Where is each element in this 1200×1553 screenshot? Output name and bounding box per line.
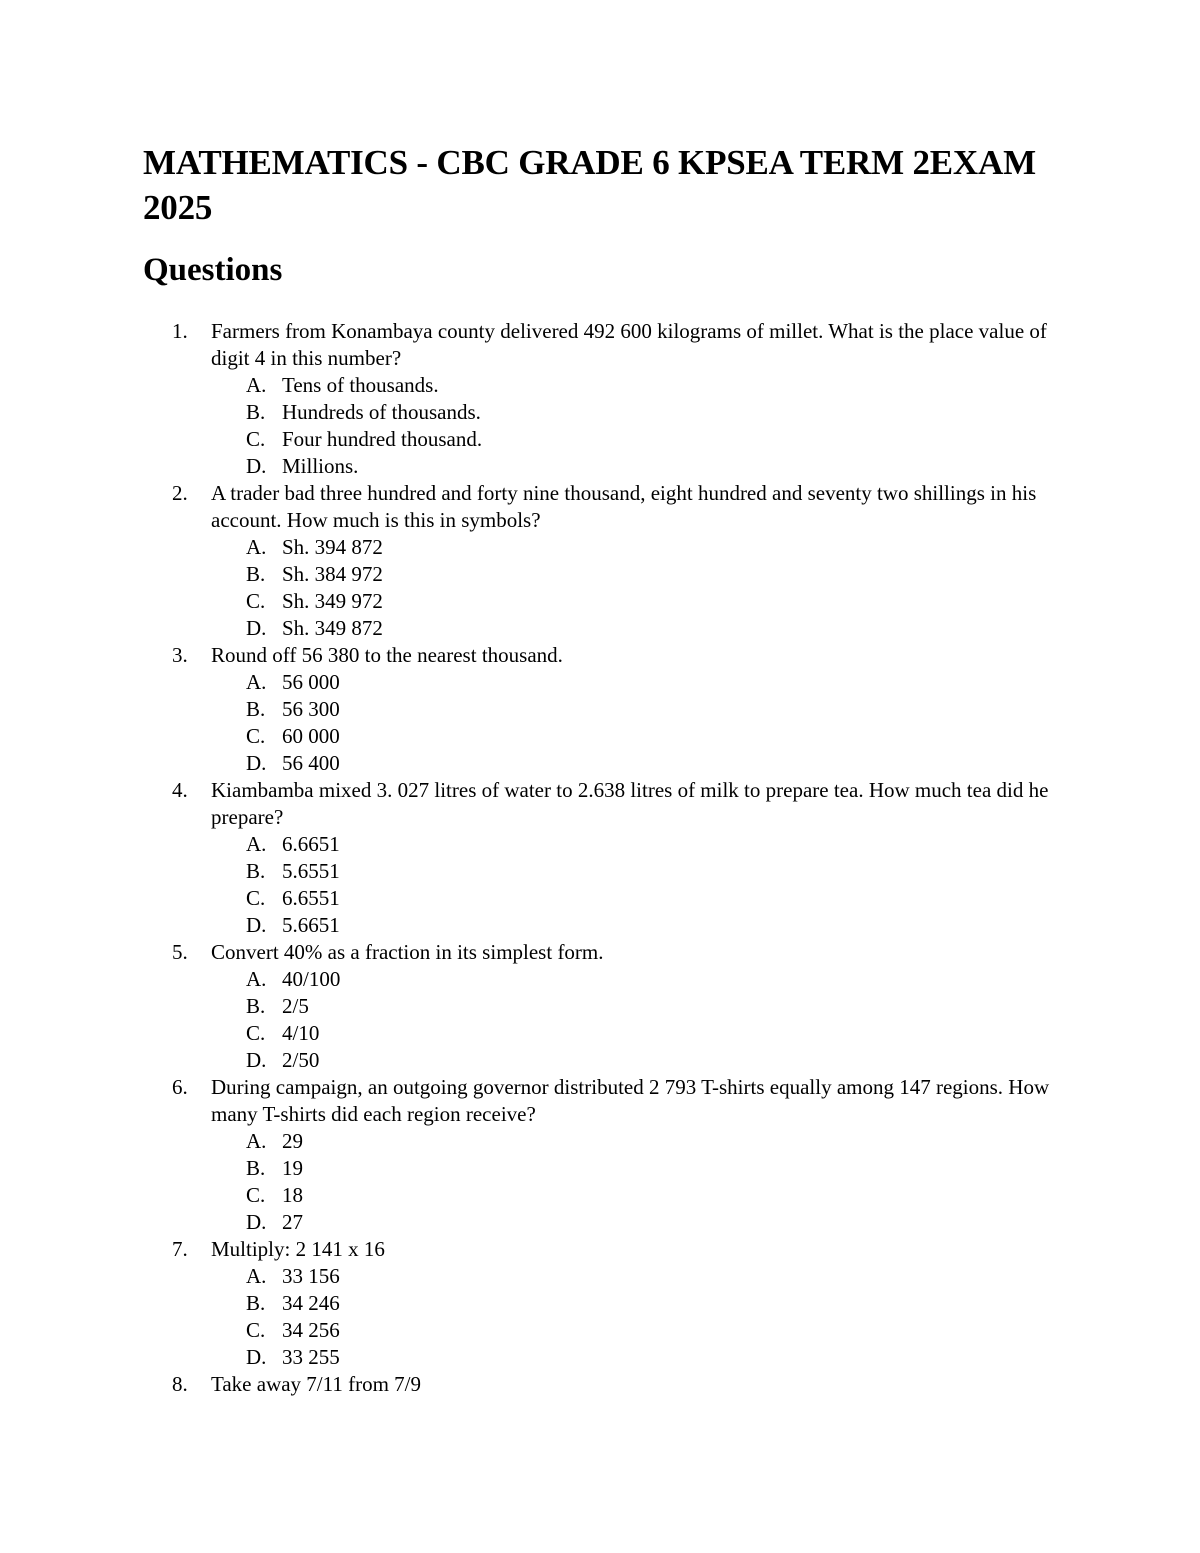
question-number: 7. bbox=[172, 1237, 188, 1261]
question-number: 8. bbox=[172, 1372, 188, 1396]
option-letter: A. bbox=[246, 373, 267, 397]
option-text: 5.6651 bbox=[282, 913, 340, 937]
question-text: Round off 56 380 to the nearest thousand. bbox=[211, 643, 563, 667]
answer-option bbox=[0, 1344, 1200, 1371]
option-text: 60 000 bbox=[282, 724, 340, 748]
answer-option bbox=[0, 399, 1200, 426]
question-item bbox=[0, 318, 1200, 480]
question-number: 2. bbox=[172, 481, 188, 505]
option-text: Sh. 349 972 bbox=[282, 589, 383, 613]
question-item bbox=[0, 777, 1200, 939]
option-letter: C. bbox=[246, 427, 266, 451]
option-letter: A. bbox=[246, 967, 267, 991]
option-letter: C. bbox=[246, 1021, 266, 1045]
option-text: 56 000 bbox=[282, 670, 340, 694]
question-text: Take away 7/11 from 7/9 bbox=[211, 1372, 422, 1396]
option-text: 33 255 bbox=[282, 1345, 340, 1369]
option-text: 2/50 bbox=[282, 1048, 320, 1072]
document-title: MATHEMATICS - CBC GRADE 6 KPSEA TERM 2EXAM 2025 bbox=[143, 143, 1036, 227]
option-letter: A. bbox=[246, 535, 267, 559]
option-letter: B. bbox=[246, 994, 266, 1018]
answer-option bbox=[0, 1209, 1200, 1236]
answer-option bbox=[0, 831, 1200, 858]
answer-option bbox=[0, 1155, 1200, 1182]
option-letter: B. bbox=[246, 562, 266, 586]
option-text: 29 bbox=[282, 1129, 303, 1153]
option-letter: B. bbox=[246, 400, 266, 424]
question-item bbox=[0, 939, 1200, 1074]
option-letter: D. bbox=[246, 913, 267, 937]
answer-option bbox=[0, 1128, 1200, 1155]
option-letter: C. bbox=[246, 589, 266, 613]
question-text: During campaign, an outgoing governor distributed 2 793 T-shirts equally among 147 regions. How many T-shirts did each region receive? bbox=[211, 1075, 1050, 1126]
answer-option bbox=[0, 696, 1200, 723]
option-text: Sh. 394 872 bbox=[282, 535, 383, 559]
answer-option bbox=[0, 885, 1200, 912]
question-number: 5. bbox=[172, 940, 188, 964]
option-text: 34 256 bbox=[282, 1318, 340, 1342]
option-text: 56 400 bbox=[282, 751, 340, 775]
answer-option bbox=[0, 453, 1200, 480]
answer-option bbox=[0, 1047, 1200, 1074]
option-letter: D. bbox=[246, 1210, 267, 1234]
question-item bbox=[0, 642, 1200, 777]
answer-option bbox=[0, 966, 1200, 993]
answer-option bbox=[0, 993, 1200, 1020]
option-text: Millions. bbox=[282, 454, 359, 478]
option-text: Sh. 349 872 bbox=[282, 616, 383, 640]
option-letter: D. bbox=[246, 454, 267, 478]
option-text: 6.6651 bbox=[282, 832, 340, 856]
option-letter: B. bbox=[246, 859, 266, 883]
option-text: 33 156 bbox=[282, 1264, 340, 1288]
option-letter: C. bbox=[246, 724, 266, 748]
option-letter: D. bbox=[246, 616, 267, 640]
question-text: Kiambamba mixed 3. 027 litres of water to 2.638 litres of milk to prepare tea. How much tea did he prepare? bbox=[211, 778, 1049, 829]
option-letter: A. bbox=[246, 832, 267, 856]
option-text: 27 bbox=[282, 1210, 303, 1234]
option-text: 2/5 bbox=[282, 994, 309, 1018]
option-letter: C. bbox=[246, 886, 266, 910]
option-text: 4/10 bbox=[282, 1021, 320, 1045]
option-letter: B. bbox=[246, 1291, 266, 1315]
answer-option bbox=[0, 669, 1200, 696]
option-letter: C. bbox=[246, 1318, 266, 1342]
answer-option bbox=[0, 372, 1200, 399]
answer-option bbox=[0, 615, 1200, 642]
question-text: Convert 40% as a fraction in its simplest form. bbox=[211, 940, 604, 964]
answer-option bbox=[0, 1317, 1200, 1344]
option-text: Four hundred thousand. bbox=[282, 427, 483, 451]
question-text: Farmers from Konambaya county delivered 492 600 kilograms of millet. What is the place value of digit 4 in this number? bbox=[211, 319, 1047, 370]
option-text: 34 246 bbox=[282, 1291, 340, 1315]
question-item bbox=[0, 480, 1200, 642]
question-number: 1. bbox=[172, 319, 188, 343]
answer-option bbox=[0, 1182, 1200, 1209]
section-heading: Questions bbox=[143, 252, 283, 288]
option-letter: B. bbox=[246, 1156, 266, 1180]
answer-option bbox=[0, 723, 1200, 750]
question-text: Multiply: 2 141 x 16 bbox=[211, 1237, 385, 1261]
option-letter: D. bbox=[246, 1048, 267, 1072]
answer-option bbox=[0, 1263, 1200, 1290]
question-list bbox=[0, 318, 1200, 1398]
answer-option bbox=[0, 426, 1200, 453]
option-text: 19 bbox=[282, 1156, 303, 1180]
option-text: Hundreds of thousands. bbox=[282, 400, 481, 424]
option-text: 5.6551 bbox=[282, 859, 340, 883]
answer-option bbox=[0, 1290, 1200, 1317]
option-letter: B. bbox=[246, 697, 266, 721]
option-letter: A. bbox=[246, 1129, 267, 1153]
answer-option bbox=[0, 912, 1200, 939]
answer-option bbox=[0, 561, 1200, 588]
question-number: 4. bbox=[172, 778, 188, 802]
option-letter: C. bbox=[246, 1183, 266, 1207]
option-text: Sh. 384 972 bbox=[282, 562, 383, 586]
answer-option bbox=[0, 750, 1200, 777]
option-text: 40/100 bbox=[282, 967, 341, 991]
answer-option bbox=[0, 534, 1200, 561]
question-item bbox=[0, 1074, 1200, 1236]
option-letter: A. bbox=[246, 670, 267, 694]
question-number: 3. bbox=[172, 643, 188, 667]
option-letter: A. bbox=[246, 1264, 267, 1288]
option-letter: D. bbox=[246, 1345, 267, 1369]
question-number: 6. bbox=[172, 1075, 188, 1099]
option-letter: D. bbox=[246, 751, 267, 775]
option-text: 56 300 bbox=[282, 697, 340, 721]
answer-option bbox=[0, 1020, 1200, 1047]
question-item bbox=[0, 1371, 1200, 1398]
question-text: A trader bad three hundred and forty nine thousand, eight hundred and seventy two shillings in his account. How much is this in symbols? bbox=[211, 481, 1037, 532]
option-text: Tens of thousands. bbox=[282, 373, 439, 397]
option-text: 18 bbox=[282, 1183, 303, 1207]
option-text: 6.6551 bbox=[282, 886, 340, 910]
question-item bbox=[0, 1236, 1200, 1371]
answer-option bbox=[0, 858, 1200, 885]
answer-option bbox=[0, 588, 1200, 615]
